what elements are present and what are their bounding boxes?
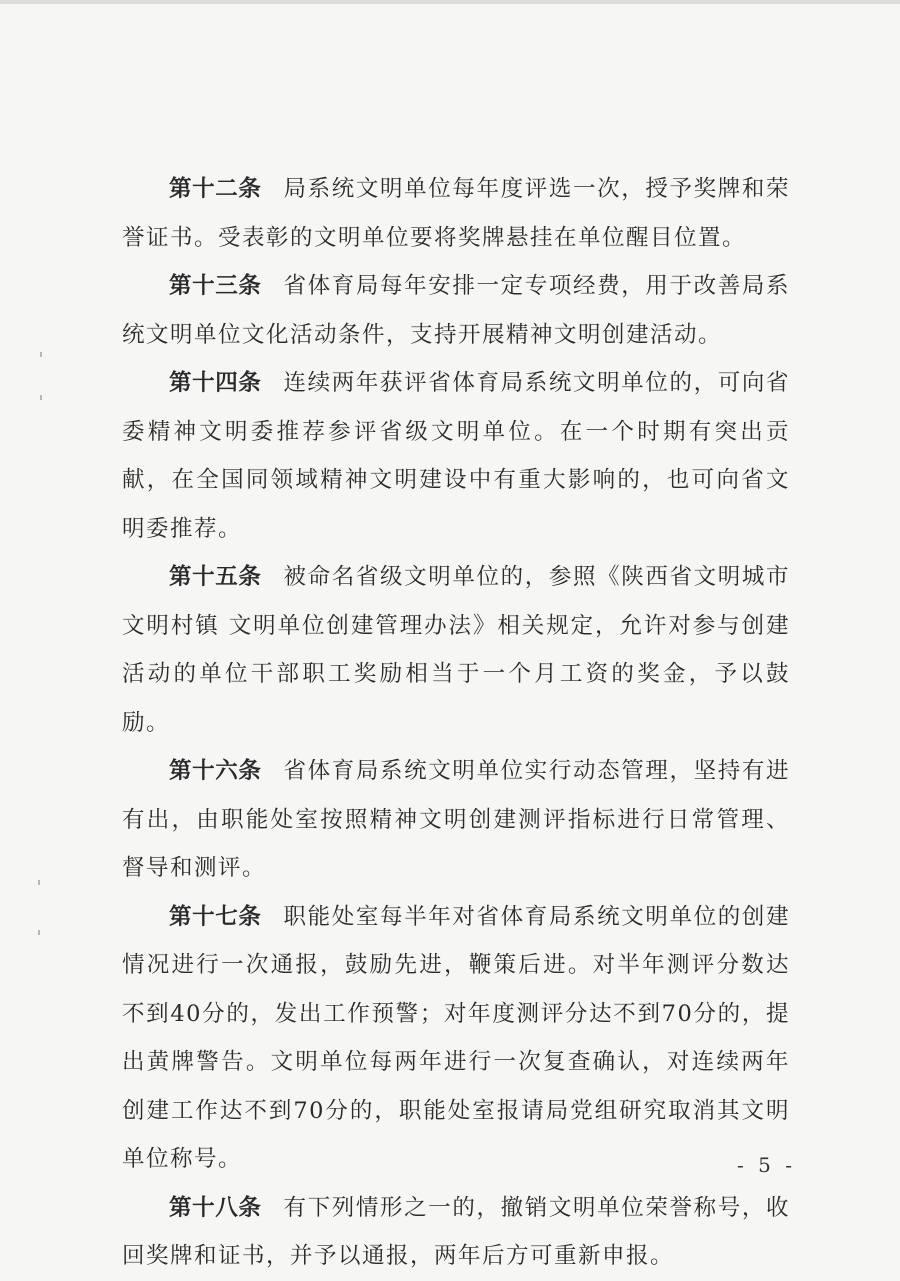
- article-title: 第十二条: [169, 176, 262, 202]
- document-body: [122, 165, 790, 1281]
- article-title: 第十六条: [169, 758, 262, 784]
- article-title: 第十七条: [169, 903, 262, 930]
- article-18: [122, 1184, 790, 1281]
- article-12: [122, 165, 790, 262]
- article-17: [122, 893, 790, 1184]
- page-number: - 5 -: [737, 1153, 796, 1177]
- scan-edge: [0, 0, 900, 4]
- article-text: 省体育局系统文明单位实行动态管理，坚持有进有出，由职能处室按照精神文明创建测评指标进行日常管理、督导和测评。: [122, 758, 790, 881]
- scan-speck: [38, 880, 40, 885]
- article-text: 有下列情形之一的，撤销文明单位荣誉称号，收回奖牌和证书，并予以通报，两年后方可重新申报。: [122, 1194, 790, 1269]
- article-15: [122, 553, 790, 747]
- article-title: 第十三条: [169, 273, 262, 299]
- article-text: 职能处室每半年对省体育局系统文明单位的创建情况进行一次通报，鼓励先进，鞭策后进。对半年测评分数达不到40分的，发出工作预警；对年度测评分达不到70分的，提出黄牌警告。文明单位每两年进行一次复查确认，对连续两年创建工作达不到70分的，职能处室报请局党组研究取消其文明单位称号。: [122, 903, 790, 1172]
- scan-speck: [40, 352, 42, 357]
- article-title: 第十四条: [169, 370, 262, 396]
- article-text: 省体育局每年安排一定专项经费，用于改善局系统文明单位文化活动条件，支持开展精神文明创建活动。: [122, 273, 790, 348]
- scan-speck: [38, 930, 40, 935]
- article-14: [122, 359, 790, 553]
- article-text: 连续两年获评省体育局系统文明单位的，可向省委精神文明委推荐参评省级文明单位。在一个时期有突出贡献，在全国同领域精神文明建设中有重大影响的，也可向省文明委推荐。: [122, 370, 790, 542]
- article-text: 局系统文明单位每年度评选一次，授予奖牌和荣誉证书。受表彰的文明单位要将奖牌悬挂在单位醒目位置。: [122, 176, 790, 251]
- article-text: 被命名省级文明单位的，参照《陕西省文明城市 文明村镇 文明单位创建管理办法》相关规定，允许对参与创建活动的单位干部职工奖励相当于一个月工资的奖金，予以鼓励。: [122, 564, 790, 736]
- article-title: 第十八条: [169, 1194, 262, 1221]
- scan-speck: [40, 395, 42, 400]
- article-16: [122, 747, 790, 893]
- article-13: [122, 262, 790, 359]
- article-title: 第十五条: [169, 564, 262, 590]
